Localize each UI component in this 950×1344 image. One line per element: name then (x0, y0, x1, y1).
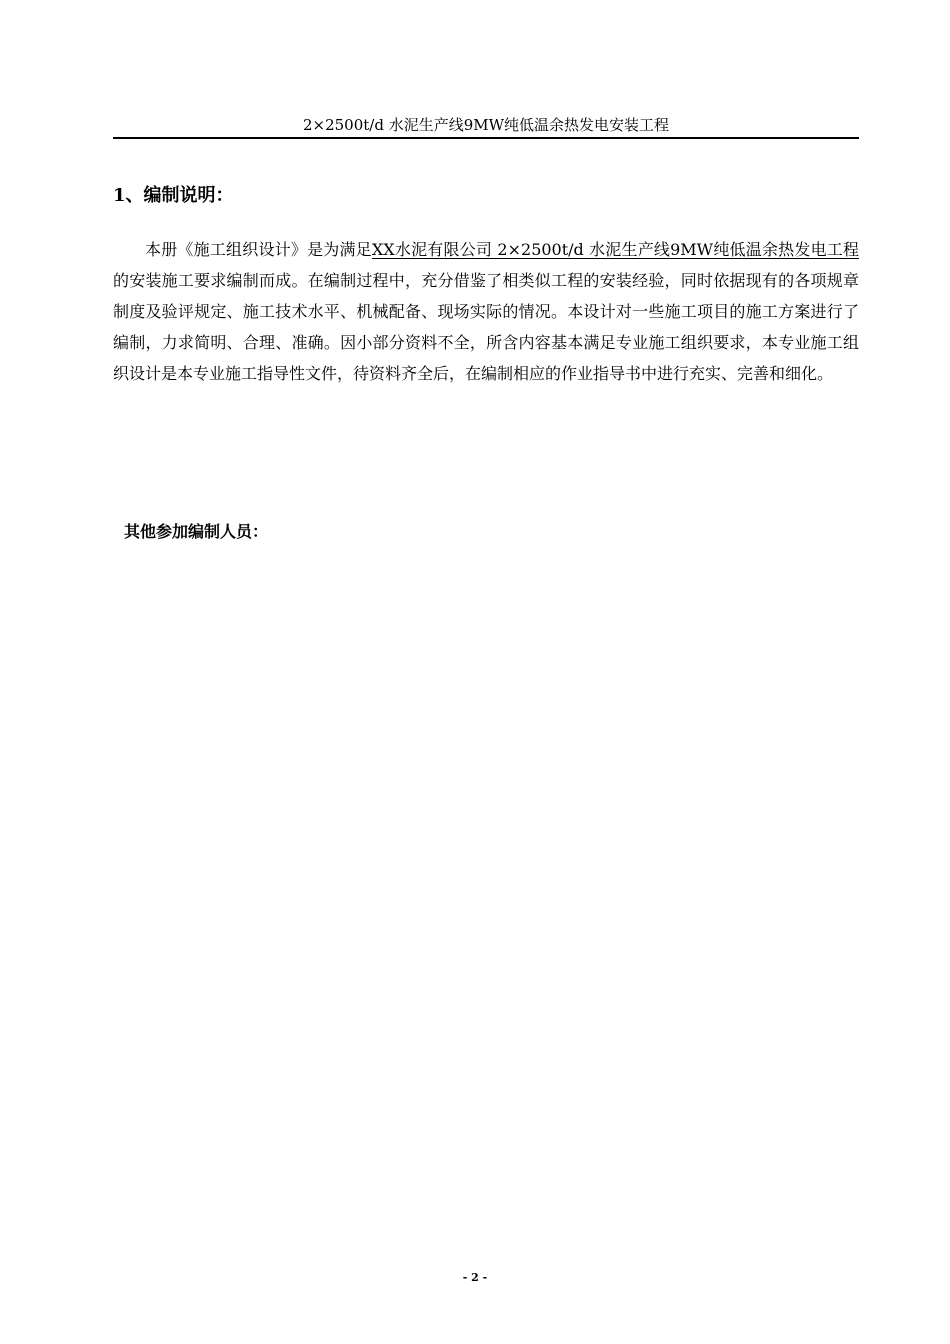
body-paragraph (113, 234, 859, 389)
page-number: - 2 - (462, 1271, 488, 1284)
project-name-underlined: XX水泥有限公司 2×2500t/d 水泥生产线9MW纯低温余热发电工程 (371, 240, 859, 259)
other-authors-label: 其他参加编制人员： (124, 522, 269, 541)
header-divider (113, 137, 859, 139)
section-heading: 1、编制说明： (113, 185, 234, 206)
page-header-title: 2×2500t/d 水泥生产线9MW纯低温余热发电安装工程 (302, 116, 670, 134)
paragraph-text-start: 本册《施工组织设计》是为满足 (145, 240, 372, 259)
paragraph-text-rest: 的安装施工要求编制而成。在编制过程中，充分借鉴了相类似工程的安装经验，同时依据现有的各项规章制度及验评规定、施工技术水平、机械配备、现场实际的情况。本设计对一些施工项目的施工方案进行了编制，力求简明、合理、准确。因小部分资料不全，所含内容基本满足专业施工组织要求，本专业施工组织设计是本专业施工指导性文件，待资料齐全后，在编制相应的作业指导书中进行充实、完善和细化。 (113, 271, 859, 383)
